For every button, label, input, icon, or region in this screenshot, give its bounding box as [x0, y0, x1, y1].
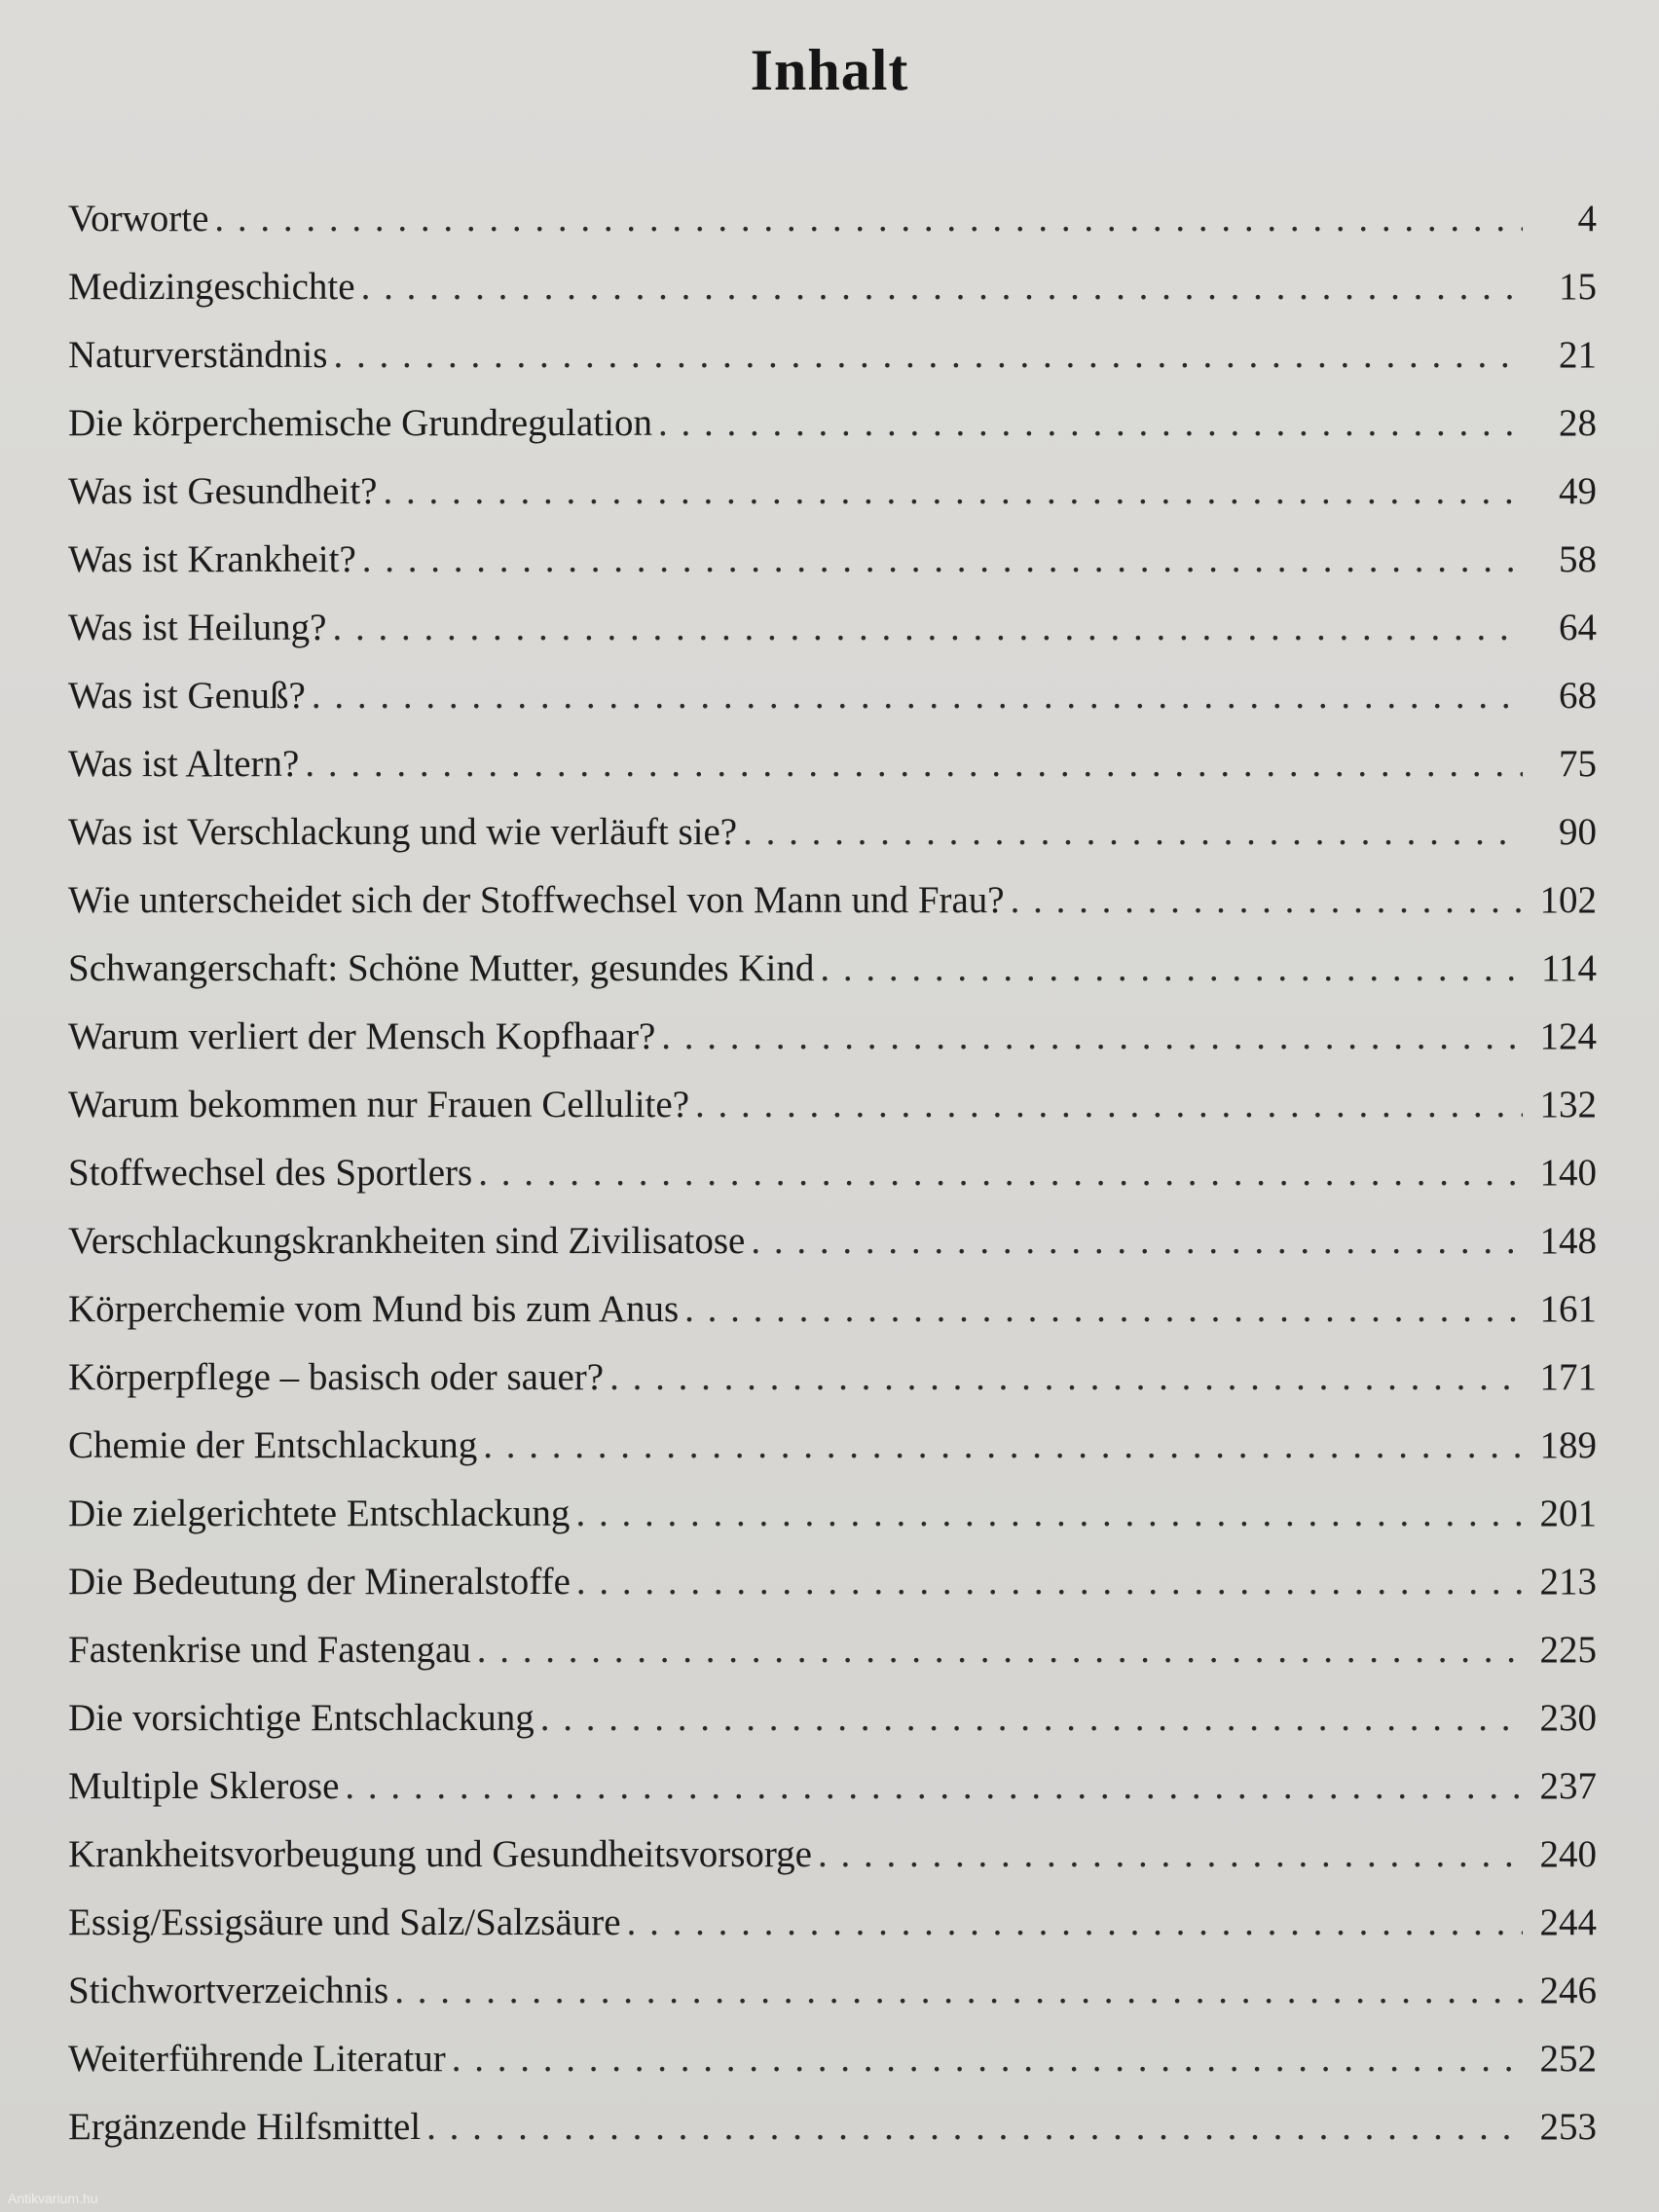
toc-entry-page-number: 161: [1539, 1288, 1597, 1330]
toc-entry-page-number: 244: [1539, 1901, 1597, 1943]
toc-entry: [68, 389, 1597, 458]
dot-leader: [345, 1752, 1523, 1821]
toc-entry: [68, 185, 1597, 253]
toc-entry: [68, 1207, 1597, 1275]
toc-entry-page-number: 253: [1539, 2106, 1597, 2148]
dot-leader: [658, 389, 1523, 458]
toc-entry: [68, 1684, 1597, 1752]
dot-leader: [818, 1821, 1523, 1889]
toc-entry: [68, 1752, 1597, 1821]
dot-leader: [609, 1344, 1523, 1412]
dot-leader: [426, 2093, 1523, 2161]
toc-entry: [68, 2025, 1597, 2093]
page-title: Inhalt: [750, 38, 909, 102]
toc-entry: [68, 1003, 1597, 1071]
toc-entry-title: Was ist Krankheit?: [68, 538, 356, 580]
toc-entry-title: Was ist Gesundheit?: [68, 470, 378, 512]
toc-entry-title: Wie unterscheidet sich der Stoffwechsel von Mann und Frau?: [68, 879, 1005, 921]
toc-entry: [68, 526, 1597, 594]
toc-entry-page-number: 49: [1559, 470, 1597, 512]
dot-leader: [575, 1480, 1523, 1548]
watermark: Antikvarium.hu: [8, 2191, 98, 2206]
toc-entry-page-number: 4: [1577, 198, 1597, 240]
toc-entry-page-number: 132: [1539, 1084, 1597, 1125]
toc-entry: [68, 662, 1597, 730]
toc-entry-title: Multiple Sklerose: [68, 1765, 340, 1807]
toc-entry-title: Ergänzende Hilfsmittel: [68, 2106, 422, 2148]
dot-leader: [684, 1275, 1523, 1344]
dot-leader: [305, 730, 1523, 798]
dot-leader: [214, 185, 1523, 253]
toc-entry-page-number: 75: [1559, 743, 1597, 785]
toc-entry: [68, 321, 1597, 389]
toc-entry-page-number: 124: [1539, 1015, 1597, 1057]
toc-entry-title: Naturverständnis: [68, 334, 328, 376]
toc-entry: [68, 1071, 1597, 1139]
toc-entry-title: Warum verliert der Mensch Kopfhaar?: [68, 1015, 656, 1057]
toc-entry-title: Was ist Verschlackung und wie verläuft sie?: [68, 811, 738, 853]
toc-entry-title: Körperpflege – basisch oder sauer?: [68, 1356, 605, 1398]
toc-entry: [68, 2093, 1597, 2161]
dot-leader: [452, 2025, 1523, 2093]
toc-entry: [68, 1548, 1597, 1616]
toc-entry-page-number: 28: [1559, 402, 1597, 444]
toc-entry-title: Schwangerschaft: Schöne Mutter, gesundes Kind: [68, 947, 815, 989]
toc-entry-title: Was ist Altern?: [68, 743, 300, 785]
toc-entry: [68, 1275, 1597, 1344]
toc-entry-page-number: 15: [1559, 266, 1597, 308]
toc-entry-page-number: 102: [1539, 879, 1597, 921]
dot-leader: [540, 1684, 1523, 1752]
toc-entry-title: Die Bedeutung der Mineralstoffe: [68, 1561, 571, 1603]
toc-entry: [68, 866, 1597, 935]
toc-entry: [68, 594, 1597, 662]
toc-entry-title: Essig/Essigsäure und Salz/Salzsäure: [68, 1901, 621, 1943]
toc-entry-title: Verschlackungskrankheiten sind Zivilisatose: [68, 1220, 746, 1262]
dot-leader: [333, 321, 1523, 389]
dot-leader: [361, 253, 1523, 321]
toc-entry: [68, 253, 1597, 321]
toc-entry: [68, 458, 1597, 526]
toc-entry: [68, 730, 1597, 798]
toc-entry-title: Fastenkrise und Fastengau: [68, 1629, 471, 1671]
dot-leader: [394, 1957, 1523, 2025]
toc-entry-page-number: 21: [1559, 334, 1597, 376]
dot-leader: [383, 458, 1523, 526]
toc-entry: [68, 935, 1597, 1003]
toc-entry-title: Stichwortverzeichnis: [68, 1970, 389, 2011]
toc-entry-page-number: 64: [1559, 607, 1597, 648]
toc-entry: [68, 1344, 1597, 1412]
dot-leader: [362, 526, 1523, 594]
dot-leader: [576, 1548, 1523, 1616]
dot-leader: [312, 662, 1523, 730]
dot-leader: [695, 1071, 1523, 1139]
toc-entry-title: Stoffwechsel des Sportlers: [68, 1152, 473, 1194]
toc-entry-title: Krankheitsvorbeugung und Gesundheitsvorsorge: [68, 1833, 812, 1875]
toc-entry-title: Chemie der Entschlackung: [68, 1424, 478, 1466]
toc-entry-title: Vorworte: [68, 198, 209, 240]
toc-entry-page-number: 68: [1559, 675, 1597, 717]
toc-entry-title: Die körperchemische Grundregulation: [68, 402, 652, 444]
toc-entry-page-number: 240: [1539, 1833, 1597, 1875]
toc-entry-page-number: 114: [1540, 947, 1597, 989]
toc-entry-title: Warum bekommen nur Frauen Cellulite?: [68, 1084, 690, 1125]
toc-entry-title: Körperchemie vom Mund bis zum Anus: [68, 1288, 680, 1330]
dot-leader: [751, 1207, 1523, 1275]
toc-entry-page-number: 171: [1539, 1356, 1597, 1398]
toc-entry-title: Weiterführende Literatur: [68, 2038, 446, 2080]
toc-entry: [68, 798, 1597, 866]
toc-entry-page-number: 58: [1559, 538, 1597, 580]
toc-entry-title: Medizingeschichte: [68, 266, 355, 308]
dot-leader: [627, 1889, 1523, 1957]
toc-entry: [68, 1821, 1597, 1889]
dot-leader: [478, 1139, 1523, 1207]
toc-entry-page-number: 252: [1539, 2038, 1597, 2080]
toc-entry-title: Was ist Genuß?: [68, 675, 306, 717]
toc-entry-page-number: 148: [1539, 1220, 1597, 1262]
toc-entry: [68, 1139, 1597, 1207]
toc-entry-page-number: 246: [1539, 1970, 1597, 2011]
dot-leader: [661, 1003, 1523, 1071]
toc-entry-page-number: 140: [1539, 1152, 1597, 1194]
toc-entry: [68, 1412, 1597, 1480]
dot-leader: [483, 1412, 1523, 1480]
toc-entry: [68, 1957, 1597, 2025]
toc-entry-page-number: 230: [1539, 1697, 1597, 1739]
dot-leader: [332, 594, 1523, 662]
toc-entry-page-number: 213: [1539, 1561, 1597, 1603]
toc-entry-page-number: 225: [1539, 1629, 1597, 1671]
toc-entry-title: Die vorsichtige Entschlackung: [68, 1697, 535, 1739]
toc-entry: [68, 1616, 1597, 1684]
toc-entry-page-number: 90: [1559, 811, 1597, 853]
dot-leader: [743, 798, 1523, 866]
toc-entry-title: Die zielgerichtete Entschlackung: [68, 1493, 571, 1534]
dot-leader: [1011, 866, 1523, 935]
toc-entry-page-number: 237: [1539, 1765, 1597, 1807]
toc-entry-page-number: 189: [1539, 1424, 1597, 1466]
toc-entry: [68, 1480, 1597, 1548]
toc-entry-title: Was ist Heilung?: [68, 607, 327, 648]
table-of-contents: [68, 185, 1597, 2161]
dot-leader: [820, 935, 1523, 1003]
toc-entry-page-number: 201: [1539, 1493, 1597, 1534]
dot-leader: [477, 1616, 1523, 1684]
toc-entry: [68, 1889, 1597, 1957]
